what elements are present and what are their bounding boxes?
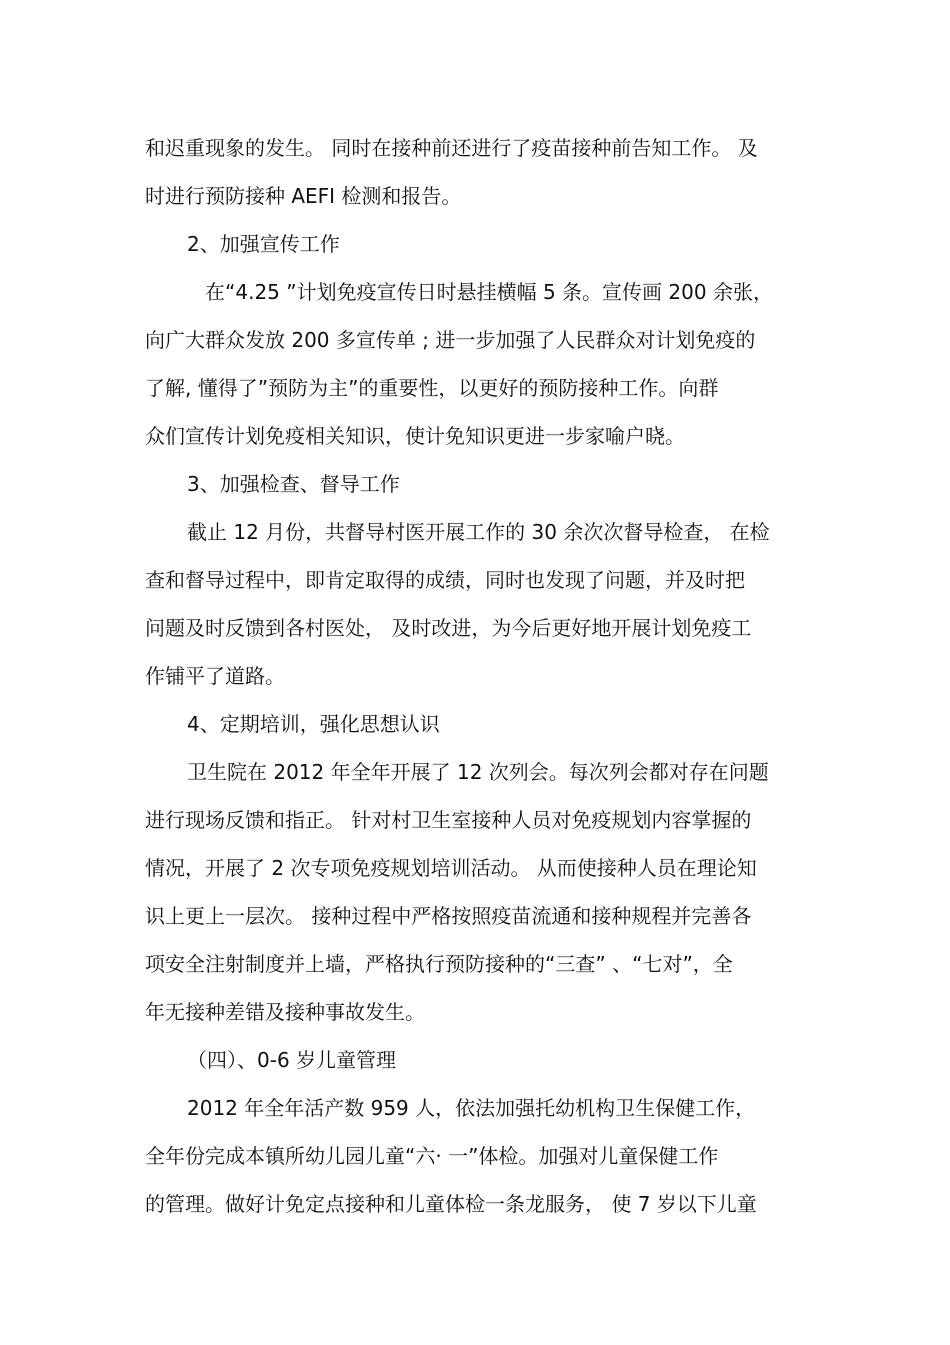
text-line: 众们宣传计划免疫相关知识，使计免知识更进一步家喻户晓。 (145, 424, 685, 448)
section-heading: 4、定期培训，强化思想认识 (187, 712, 440, 736)
text-line: 进行现场反馈和指正。 针对村卫生室接种人员对免疫规划内容掌握的 (145, 808, 752, 832)
text-line: 作铺平了道路。 (145, 664, 285, 688)
text-line: 截止 12 月份，共督导村医开展工作的 30 余次次督导检查， 在检 (187, 520, 770, 544)
section-heading: 3、加强检查、督导工作 (187, 472, 400, 496)
text-line: 向广大群众发放 200 多宣传单 ; 进一步加强了人民群众对计划免疫的 (145, 328, 756, 352)
text-line: 在“4.25 ”计划免疫宣传日时悬挂横幅 5 条。宣传画 200 余张， (205, 280, 773, 304)
text-line: 了解, 懂得了”预防为主”的重要性，以更好的预防接种工作。向群 (145, 376, 719, 400)
text-line: 情况，开展了 2 次专项免疫规划培训活动。 从而使接种人员在理论知 (145, 856, 757, 880)
text-line: 时进行预防接种 AEFI 检测和报告。 (145, 184, 462, 208)
text-line: 年无接种差错及接种事故发生。 (145, 1000, 425, 1024)
text-line: 卫生院在 2012 年全年开展了 12 次列会。每次列会都对存在问题 (187, 760, 769, 784)
text-line: 全年份完成本镇所幼儿园儿童“六· 一”体检。加强对儿童保健工作 (145, 1144, 719, 1168)
text-line: 识上更上一层次。 接种过程中严格按照疫苗流通和接种规程并完善各 (145, 904, 752, 928)
text-line: 的管理。做好计免定点接种和儿童体检一条龙服务， 使 7 岁以下儿童 (145, 1192, 757, 1216)
text-line: 问题及时反馈到各村医处， 及时改进，为今后更好地开展计划免疫工 (145, 616, 752, 640)
text-line: 查和督导过程中，即肯定取得的成绩，同时也发现了问题，并及时把 (145, 568, 745, 592)
section-heading: （四）、0-6 岁儿童管理 (187, 1048, 397, 1072)
text-line: 和迟重现象的发生。 同时在接种前还进行了疫苗接种前告知工作。 及 (145, 136, 758, 160)
text-line: 2012 年全年活产数 959 人，依法加强托幼机构卫生保健工作， (187, 1096, 756, 1120)
section-heading: 2、加强宣传工作 (187, 232, 340, 256)
text-line: 项安全注射制度并上墙，严格执行预防接种的“三查” 、“七对”，全 (145, 952, 733, 976)
